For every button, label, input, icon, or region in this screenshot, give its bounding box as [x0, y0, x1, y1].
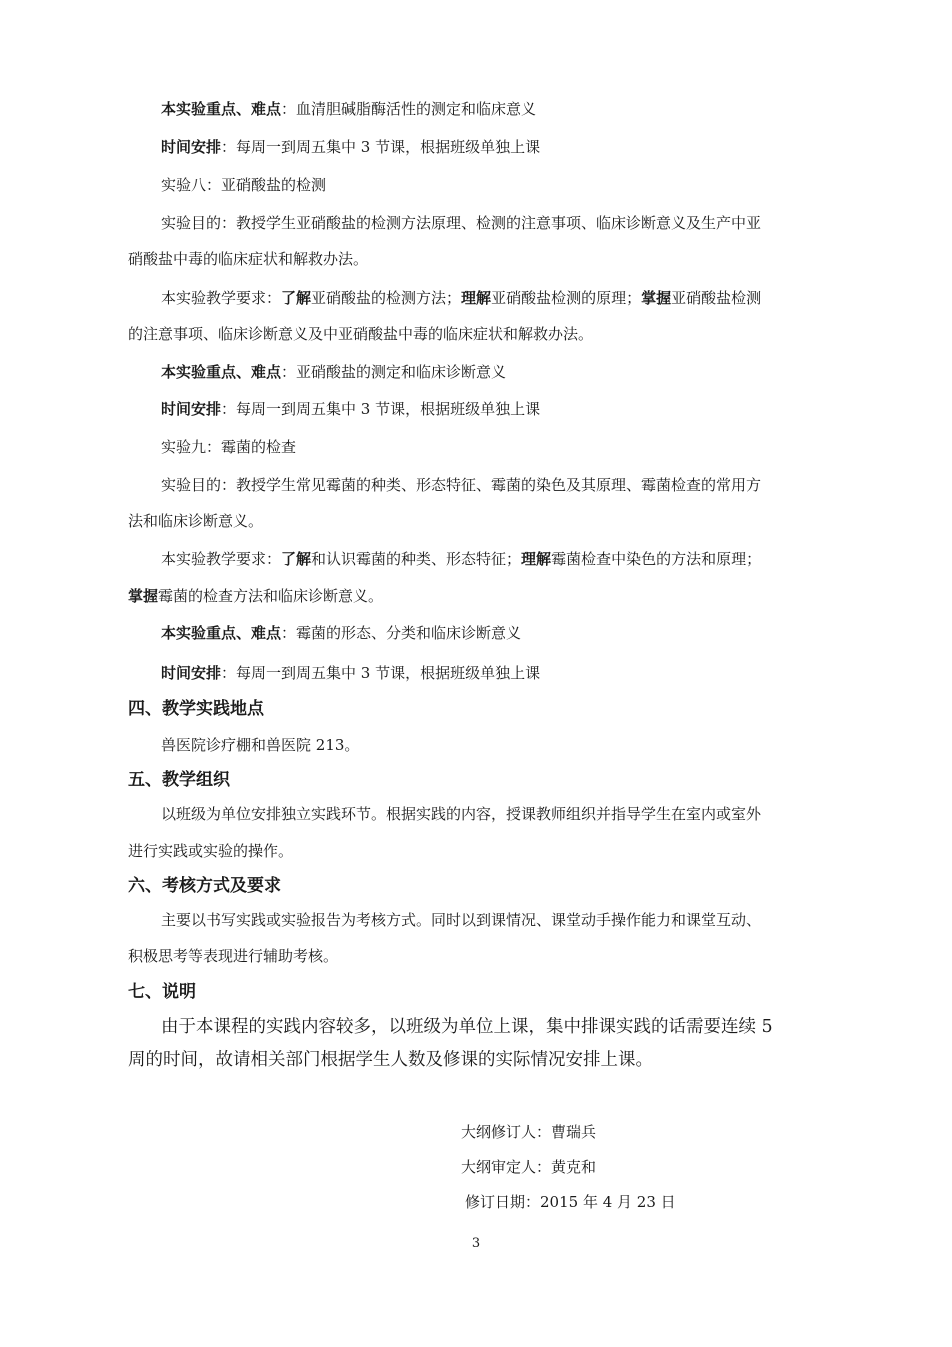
section4-heading: 四、教学实践地点 — [128, 699, 264, 719]
exp8-title: 实验八：亚硝酸盐的检测 — [161, 176, 327, 194]
section7-line1: 由于本课程的实践内容较多，以班级为单位上课，集中排课实践的话需要连续 5 — [161, 1017, 773, 1037]
exp9-title: 实验九：霉菌的检查 — [161, 438, 297, 456]
exp7-time — [161, 136, 540, 158]
exp8-req-text1: 亚硝酸盐的检测方法； — [311, 289, 462, 307]
exp9-purpose-line2: 法和临床诊断意义。 — [128, 512, 264, 530]
exp9-time-label: 时间安排 — [161, 664, 222, 682]
exp9-key-text: 霉菌的形态、分类和临床诊断意义 — [296, 624, 522, 642]
exp8-key-colon: ： — [281, 363, 297, 381]
section6-line2: 积极思考等表现进行辅助考核。 — [128, 947, 339, 965]
outline-reviser: 大纲修订人：曹瑞兵 — [461, 1123, 597, 1141]
exp9-requirements-line1 — [161, 548, 761, 570]
exp9-purpose-line1: 实验目的：教授学生常见霉菌的种类、形态特征、霉菌的染色及其原理、霉菌检查的常用方 — [161, 476, 762, 494]
revision-date: 修订日期：2015 年 4 月 23 日 — [465, 1193, 676, 1211]
exp7-key-points — [161, 98, 536, 120]
page-number: 3 — [471, 1236, 481, 1251]
exp8-purpose-line1: 实验目的：教授学生亚硝酸盐的检测方法原理、检测的注意事项、临床诊断意义及生产中亚 — [161, 214, 762, 232]
section5-line2: 进行实践或实验的操作。 — [128, 842, 294, 860]
section6-line1: 主要以书写实践或实验报告为考核方式。同时以到课情况、课堂动手操作能力和课堂互动、 — [161, 911, 762, 929]
exp8-time-label: 时间安排 — [161, 400, 222, 418]
exp9-key-label: 本实验重点、难点 — [161, 624, 282, 642]
exp8-time-text: 每周一到周五集中 3 节课，根据班级单独上课 — [236, 400, 541, 418]
section5-line1: 以班级为单位安排独立实践环节。根据实践的内容，授课教师组织并指导学生在室内或室外 — [161, 805, 762, 823]
exp9-time-text: 每周一到周五集中 3 节课，根据班级单独上课 — [236, 664, 541, 682]
section4-text: 兽医院诊疗棚和兽医院 213。 — [161, 736, 360, 754]
exp7-time-label: 时间安排 — [161, 138, 222, 156]
section5-heading: 五、教学组织 — [128, 770, 230, 790]
exp9-req-keyword-understand: 了解 — [281, 550, 312, 568]
exp7-time-colon: ： — [221, 138, 237, 156]
exp9-time-colon: ： — [221, 664, 237, 682]
exp8-key-text: 亚硝酸盐的测定和临床诊断意义 — [296, 363, 507, 381]
exp8-key-points — [161, 361, 506, 383]
exp8-req-keyword-understand: 了解 — [281, 289, 312, 307]
exp8-requirements-line2: 的注意事项、临床诊断意义及中亚硝酸盐中毒的临床症状和解救办法。 — [128, 325, 594, 343]
exp8-req-prefix: 本实验教学要求： — [161, 289, 282, 307]
outline-reviewer: 大纲审定人：黄克和 — [461, 1158, 597, 1176]
exp8-requirements-line1 — [161, 287, 761, 309]
exp8-key-label: 本实验重点、难点 — [161, 363, 282, 381]
exp7-key-label: 本实验重点、难点 — [161, 100, 282, 118]
exp7-key-text: 血清胆碱脂酶活性的测定和临床意义 — [296, 100, 537, 118]
exp9-req-text1: 和认识霉菌的种类、形态特征； — [311, 550, 522, 568]
exp9-time — [161, 662, 540, 684]
exp9-req-text2: 霉菌检查中染色的方法和原理； — [551, 550, 762, 568]
exp8-time-colon: ： — [221, 400, 237, 418]
exp8-req-keyword-master: 掌握 — [641, 289, 672, 307]
exp9-req-prefix: 本实验教学要求： — [161, 550, 282, 568]
section6-heading: 六、考核方式及要求 — [128, 876, 281, 896]
section7-line2: 周的时间，故请相关部门根据学生人数及修课的实际情况安排上课。 — [128, 1050, 653, 1070]
exp8-req-text3: 亚硝酸盐检测 — [671, 289, 762, 307]
exp8-purpose-line2: 硝酸盐中毒的临床症状和解救办法。 — [128, 250, 369, 268]
exp9-key-points — [161, 622, 521, 644]
exp7-time-text: 每周一到周五集中 3 节课，根据班级单独上课 — [236, 138, 541, 156]
exp9-requirements-line2 — [128, 585, 383, 607]
exp8-req-keyword-comprehend: 理解 — [461, 289, 492, 307]
exp8-req-text2: 亚硝酸盐检测的原理； — [491, 289, 642, 307]
exp9-req-text3: 霉菌的检查方法和临床诊断意义。 — [158, 587, 384, 605]
exp9-req-keyword-master: 掌握 — [128, 587, 159, 605]
exp8-time — [161, 398, 540, 420]
exp9-req-keyword-comprehend: 理解 — [521, 550, 552, 568]
exp7-key-colon: ： — [281, 100, 297, 118]
section7-heading: 七、说明 — [128, 982, 196, 1002]
exp9-key-colon: ： — [281, 624, 297, 642]
